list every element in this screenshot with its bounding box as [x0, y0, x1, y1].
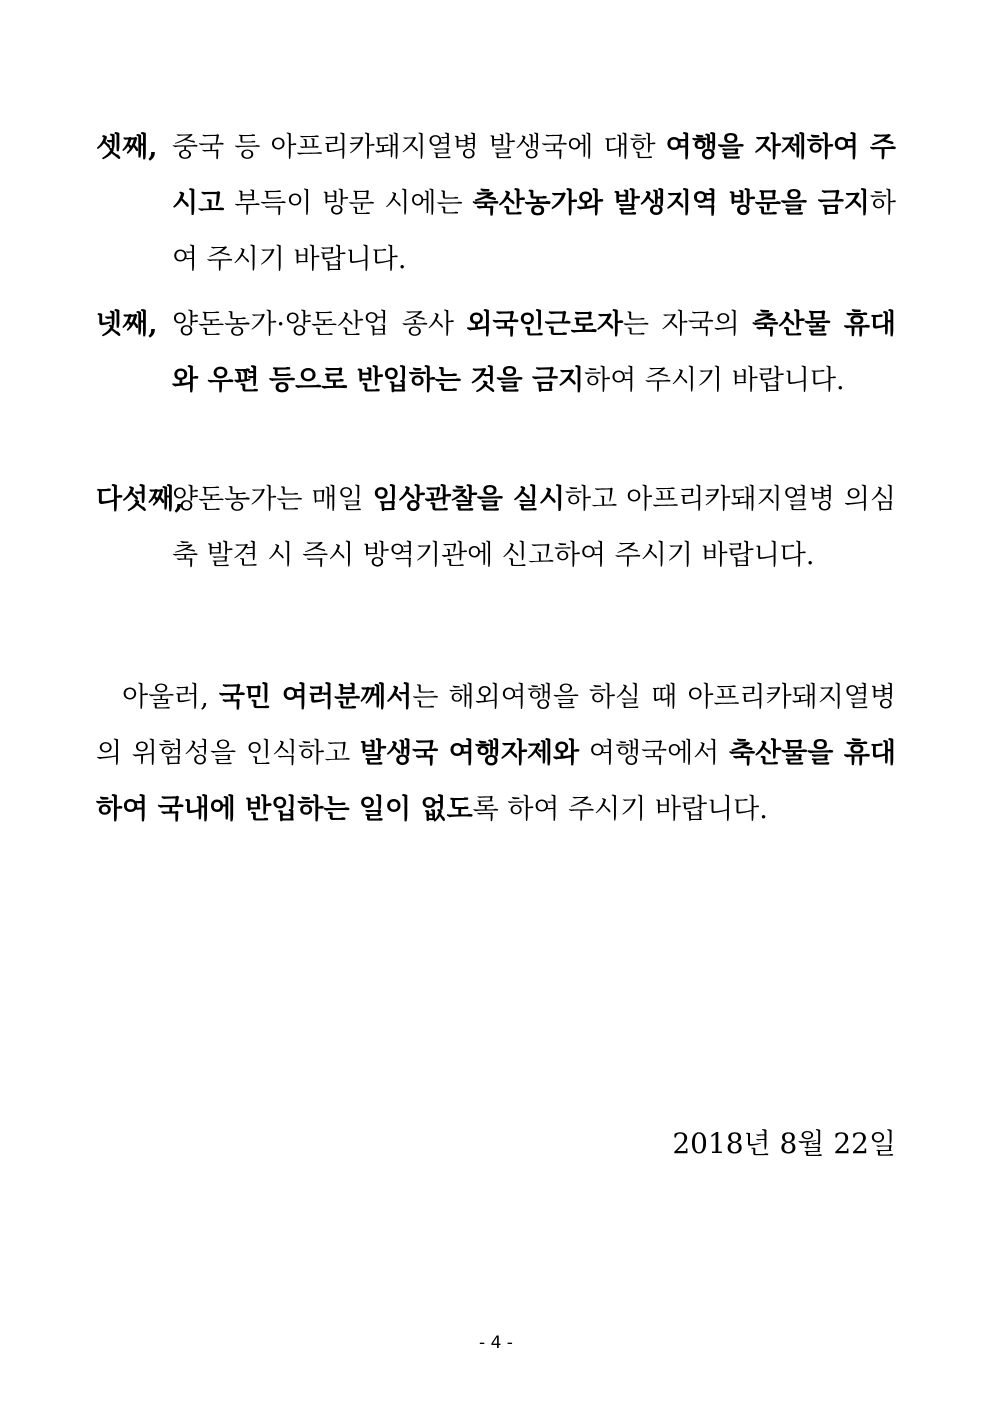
- item-body: [172, 297, 896, 409]
- closing-text: 여행국에서: [579, 738, 729, 769]
- item-label: 다섯째,: [96, 484, 184, 515]
- item-text: 양돈농가는 매일: [172, 484, 373, 515]
- item-text: 부득이 방문 시에는: [224, 188, 473, 219]
- item-text: 하고 아프리카돼지열병 의심축 발견 시 즉시 방역기관에 신고하여 주시기 바랍니다.: [172, 484, 896, 571]
- item-text-bold: 여행을 자제하여 주시고: [172, 132, 896, 219]
- page-number: - 4 -: [479, 1333, 513, 1353]
- closing-text-bold: 축산물을 휴대하여 국내에 반입하는 일이 없도: [96, 738, 896, 825]
- item-text-bold: 축산물 휴대와 우편 등으로 반입하는 것을 금지: [172, 309, 896, 396]
- item-fifth: [96, 472, 896, 584]
- item-text: 중국 등 아프리카돼지열병 발생국에 대한: [172, 132, 666, 163]
- document-date: 2018년 8월 22일: [672, 1127, 896, 1160]
- closing-text: 록 하여 주시기 바랍니다.: [472, 794, 768, 825]
- item-body: [172, 120, 896, 288]
- item-label: 셋째,: [96, 132, 158, 163]
- closing-text-bold: 국민 여러분께서: [218, 682, 413, 713]
- closing-text-bold: 발생국 여행자제와: [359, 738, 580, 769]
- item-text-bold: 외국인근로자: [466, 309, 623, 340]
- item-body: [172, 472, 896, 584]
- item-label: 넷째,: [96, 309, 158, 340]
- closing-text: 아울러,: [122, 682, 219, 713]
- item-text: 양돈농가·양돈산업 종사: [172, 309, 467, 340]
- item-text-bold: 임상관찰을 실시: [372, 484, 565, 515]
- item-text-bold: 축산농가와 발생지역 방문을 금지: [472, 188, 870, 219]
- item-fourth: [96, 297, 896, 409]
- item-text: 하여 주시기 바랍니다.: [172, 188, 896, 275]
- closing-text: 는 해외여행을 하실 때 아프리카돼지열병의 위험성을 인식하고: [96, 682, 896, 769]
- closing-paragraph: [96, 670, 896, 838]
- item-text: 는 자국의: [622, 309, 753, 340]
- item-third: [96, 120, 896, 288]
- item-text: 하여 주시기 바랍니다.: [584, 365, 845, 396]
